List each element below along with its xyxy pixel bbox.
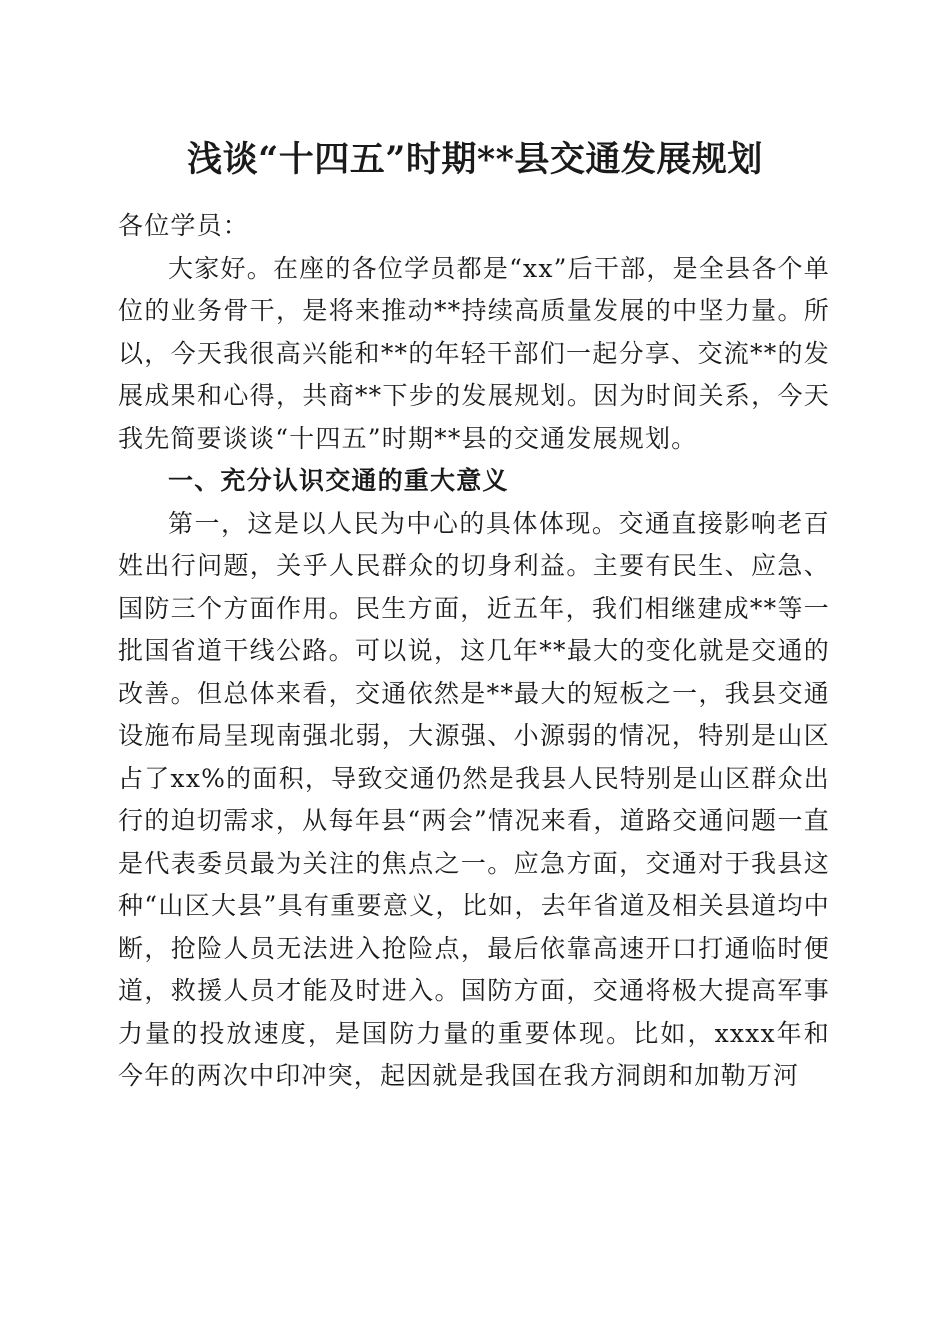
- document-title: 浅谈“十四五”时期**县交通发展规划: [187, 139, 763, 180]
- document-body: [118, 205, 830, 1098]
- salutation: 各位学员：: [118, 211, 250, 240]
- section-heading: 一、充分认识交通的重大意义: [168, 466, 509, 495]
- intro-paragraph: 大家好。在座的各位学员都是“xx”后干部，是全县各个单位的业务骨干，是将来推动**持续高质量发展的中坚力量。所以，今天我很高兴能和**的年轻干部们一起分享、交流**的发展成果和心得，共商**下步的发展规划。因为时间关系，今天我先简要谈谈“十四五”时期**县的交通发展规划。: [118, 253, 830, 453]
- section-paragraph: 第一，这是以人民为中心的具体体现。交通直接影响老百姓出行问题，关乎人民群众的切身利益。主要有民生、应急、国防三个方面作用。民生方面，近五年，我们相继建成**等一批国省道干线公路。可以说，这几年**最大的变化就是交通的改善。但总体来看，交通依然是**最大的短板之一，我县交通设施布局呈现南强北弱，大源强、小源弱的情况，特别是山区占了xx%的面积，导致交通仍然是我县人民特别是山区群众出行的迫切需求，从每年县“两会”情况来看，道路交通问题一直是代表委员最为关注的焦点之一。应急方面，交通对于我县这种“山区大县”具有重要意义，比如，去年省道及相关县道均中断，抢险人员无法进入抢险点，最后依靠高速开口打通临时便道，救援人员才能及时进入。国防方面，交通将极大提高军事力量的投放速度，是国防力量的重要体现。比如，xxxx年和今年的两次中印冲突，起因就是我国在我方洞朗和加勒万河: [118, 508, 830, 1090]
